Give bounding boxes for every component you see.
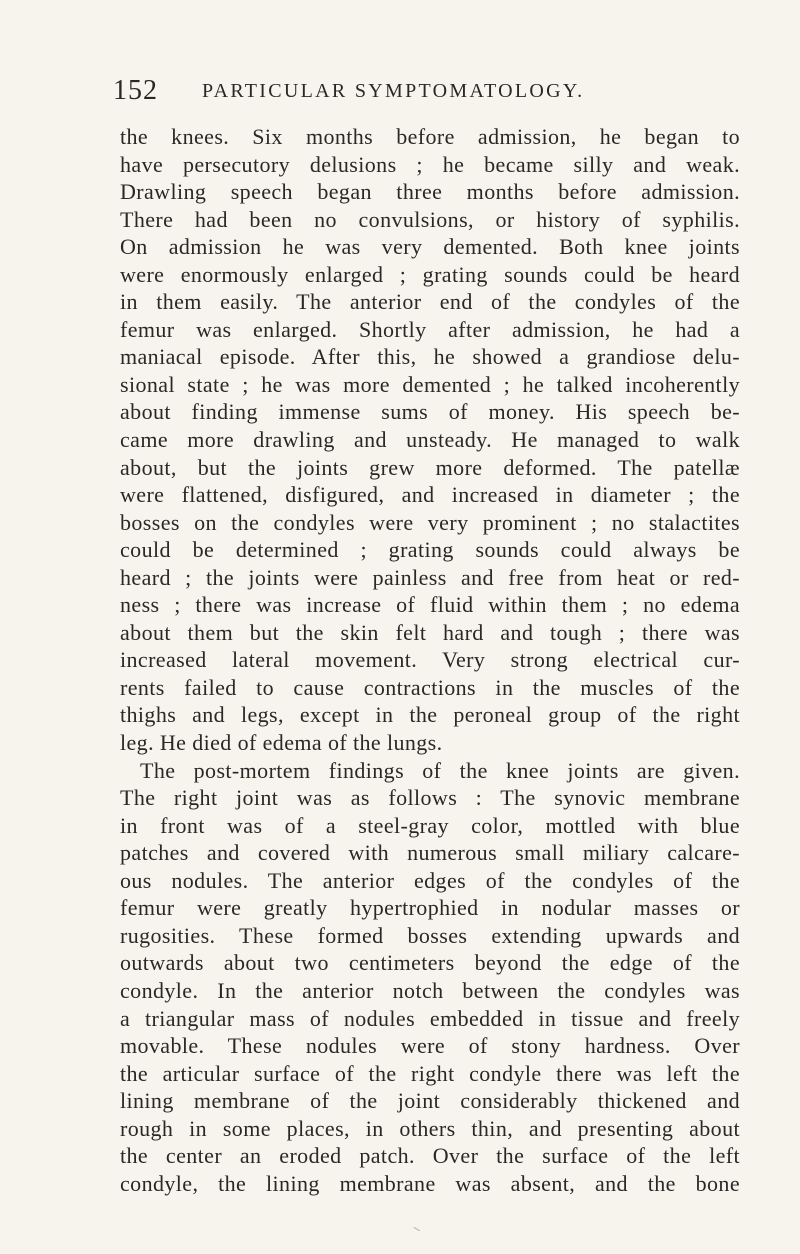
text-line: rugosities. These formed bosses extending upwards and bbox=[120, 922, 740, 948]
text-line: the center an eroded patch. Over the surface of the left bbox=[120, 1143, 740, 1169]
text-line: the articular surface of the right condyle there was left the bbox=[120, 1060, 740, 1086]
text-line: There had been no convulsions, or history of syphilis. bbox=[120, 206, 740, 232]
text-line: heard ; the joints were painless and free from heat or red- bbox=[120, 564, 740, 590]
text-line: The right joint was as follows : The synovic membrane bbox=[120, 785, 740, 811]
text-line: leg. He died of edema of the lungs. bbox=[120, 730, 443, 756]
text-line: patches and covered with numerous small miliary calcare- bbox=[120, 840, 740, 866]
running-title: PARTICULAR SYMPTOMATOLOGY. bbox=[202, 80, 585, 102]
text-line: about, but the joints grew more deformed. The patellæ bbox=[120, 454, 740, 480]
paragraph bbox=[120, 757, 740, 1198]
text-line: sional state ; he was more demented ; he talked incoherently bbox=[120, 371, 740, 397]
text-line: The post-mortem findings of the knee joints are given. bbox=[140, 757, 740, 783]
text-line: about them but the skin felt hard and tough ; there was bbox=[120, 619, 740, 645]
text-line: in them easily. The anterior end of the condyles of the bbox=[120, 289, 740, 315]
text-line: rents failed to cause contractions in the muscles of the bbox=[120, 674, 740, 700]
text-line: could be determined ; grating sounds could always be bbox=[120, 537, 740, 563]
text-line: Drawling speech began three months before admission. bbox=[120, 179, 740, 205]
page-header bbox=[113, 73, 713, 109]
text-line: came more drawling and unsteady. He managed to walk bbox=[120, 427, 740, 453]
page-number: 152 bbox=[113, 75, 158, 106]
text-line: have persecutory delusions ; he became silly and weak. bbox=[120, 151, 740, 177]
text-line: were enormously enlarged ; grating sounds could be heard bbox=[120, 261, 740, 287]
text-line: about finding immense sums of money. His speech be- bbox=[120, 399, 740, 425]
text-line: a triangular mass of nodules embedded in tissue and freely bbox=[120, 1005, 740, 1031]
text-line: increased lateral movement. Very strong electrical cur- bbox=[120, 647, 740, 673]
text-line: the knees. Six months before admission, he began to bbox=[120, 124, 740, 149]
page-mark bbox=[413, 1221, 423, 1231]
text-line: femur were greatly hypertrophied in nodular masses or bbox=[120, 895, 740, 921]
text-line: lining membrane of the joint considerably thickened and bbox=[120, 1088, 740, 1114]
text-line: condyle, the lining membrane was absent, and the bone bbox=[120, 1170, 740, 1196]
text-line: bosses on the condyles were very prominent ; no stalactites bbox=[120, 509, 740, 535]
text-line: in front was of a steel-gray color, mottled with blue bbox=[120, 812, 740, 838]
text-line: On admission he was very demented. Both knee joints bbox=[120, 234, 740, 260]
text-line: rough in some places, in others thin, and presenting about bbox=[120, 1115, 740, 1141]
text-line: condyle. In the anterior notch between the condyles was bbox=[120, 977, 740, 1003]
text-line: thighs and legs, except in the peroneal group of the right bbox=[120, 702, 740, 728]
text-line: ous nodules. The anterior edges of the condyles of the bbox=[120, 867, 740, 893]
text-line: movable. These nodules were of stony hardness. Over bbox=[120, 1033, 740, 1059]
text-line: femur was enlarged. Shortly after admission, he had a bbox=[120, 316, 740, 342]
text-line: outwards about two centimeters beyond the edge of the bbox=[120, 950, 740, 976]
text-line: maniacal episode. After this, he showed a grandiose delu- bbox=[120, 344, 740, 370]
paragraph bbox=[120, 123, 740, 757]
text-line: were flattened, disfigured, and increased in diameter ; the bbox=[120, 482, 740, 508]
body-text bbox=[120, 123, 740, 1197]
text-line: ness ; there was increase of fluid within them ; no edema bbox=[120, 592, 740, 618]
